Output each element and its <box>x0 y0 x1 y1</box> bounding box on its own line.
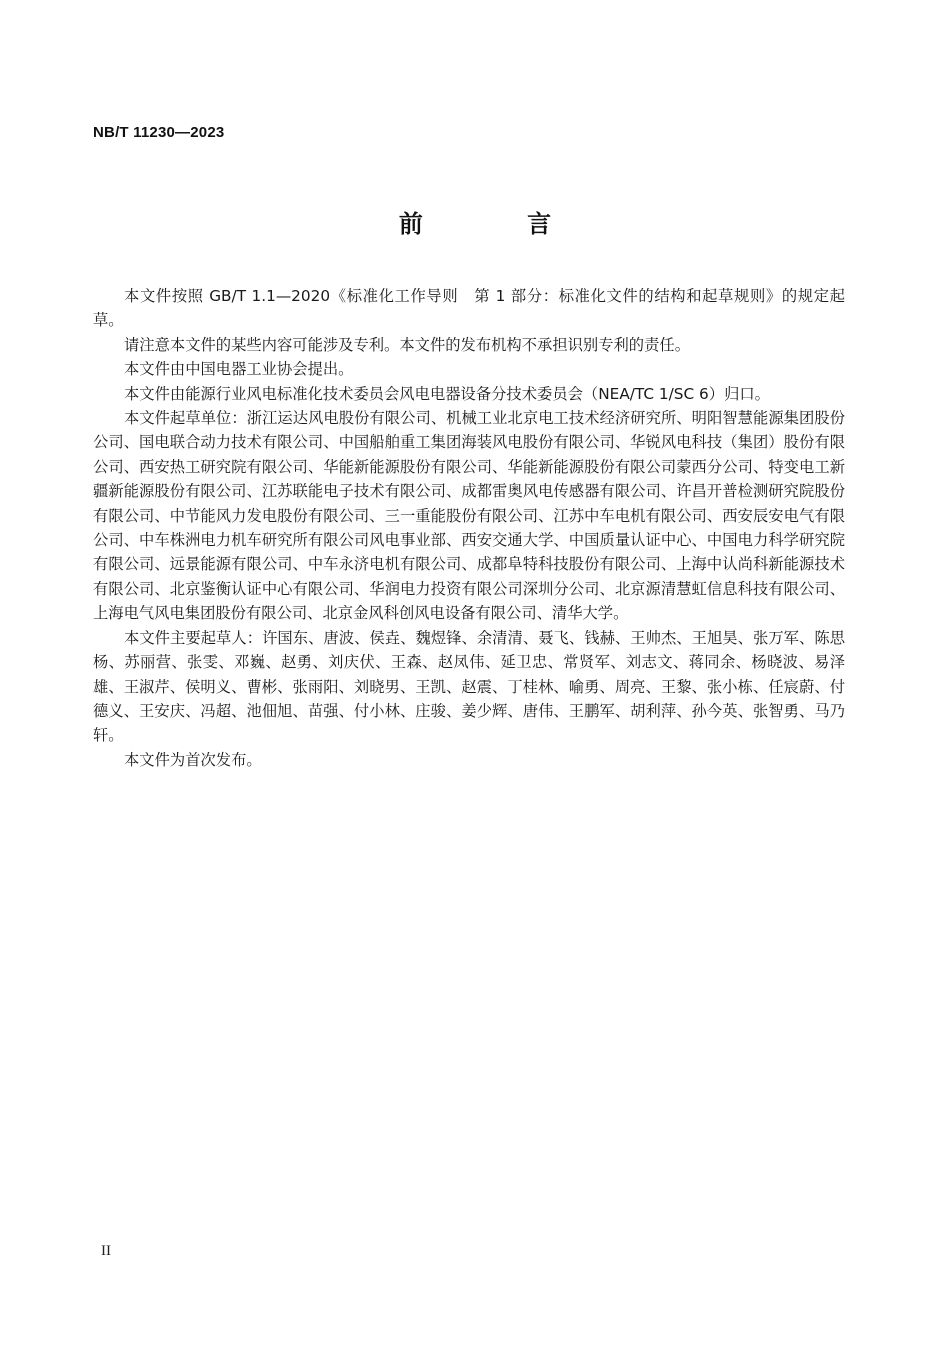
paragraph-proposer: 本文件由中国电器工业协会提出。 <box>124 360 354 379</box>
paragraph-first-release: 本文件为首次发布。 <box>124 750 262 769</box>
standard-code: NB/T 11230—2023 <box>93 124 225 141</box>
paragraph-drafting-units: 本文件起草单位：浙江运达风电股份有限公司、机械工业北京电工技术经济研究所、明阳智慧能源集团股份公司、国电联合动力技术有限公司、中国船舶重工集团海装风电股份有限公司、华锐风电科技（集团）股份有限公司、西安热工研究院有限公司、华能新能源股份有限公司、华能新能源股份有限公司蒙西分公司、特变电工新疆新能源股份有限公司、江苏联能电子技术有限公司、成都雷奥风电传感器有限公司、许昌开普检测研究院股份有限公司、中节能风力发电股份有限公司、三一重能股份有限公司、江苏中车电机有限公司、西安辰安电气有限公司、中车株洲电力机车研究所有限公司风电事业部、西安交通大学、中国质量认证中心、中国电力科学研究院有限公司、远景能源有限公司、中车永济电机有限公司、成都阜特科技股份有限公司、上海中认尚科新能源技术有限公司、北京鉴衡认证中心有限公司、华润电力投资有限公司深圳分公司、北京源清慧虹信息科技有限公司、上海电气风电集团股份有限公司、北京金风科创风电设备有限公司、清华大学。 <box>93 409 845 623</box>
paragraph-technical-committee: 本文件由能源行业风电标准化技术委员会风电电器设备分技术委员会（NEA/TC 1/SC 6）归口。 <box>124 384 770 403</box>
paragraph-main-drafters: 本文件主要起草人：许国东、唐波、侯垚、魏煜锋、余清清、聂飞、钱赫、王帅杰、王旭昊、张万军、陈思杨、苏丽营、张雯、邓巍、赵勇、刘庆伏、王森、赵凤伟、延卫忠、常贤军、刘志文、蒋同余、杨晓波、易泽雄、王淑芹、侯明义、曹彬、张雨阳、刘晓男、王凯、赵震、丁桂林、喻勇、周亮、王黎、张小栋、任宸蔚、付德义、王安庆、冯超、池佃旭、苗强、付小林、庄骏、姜少辉、唐伟、王鹏军、胡利萍、孙今英、张智勇、马乃轩。 <box>93 628 845 745</box>
page-title: 前 言 <box>398 210 600 238</box>
page-number: II <box>101 1243 111 1259</box>
foreword-body <box>93 284 845 772</box>
paragraph-drafting-rules: 本文件按照 GB/T 1.1—2020《标准化工作导则 第 1 部分：标准化文件的结构和起草规则》的规定起草。 <box>93 287 845 330</box>
paragraph-patent-notice: 请注意本文件的某些内容可能涉及专利。本文件的发布机构不承担识别专利的责任。 <box>124 335 690 354</box>
